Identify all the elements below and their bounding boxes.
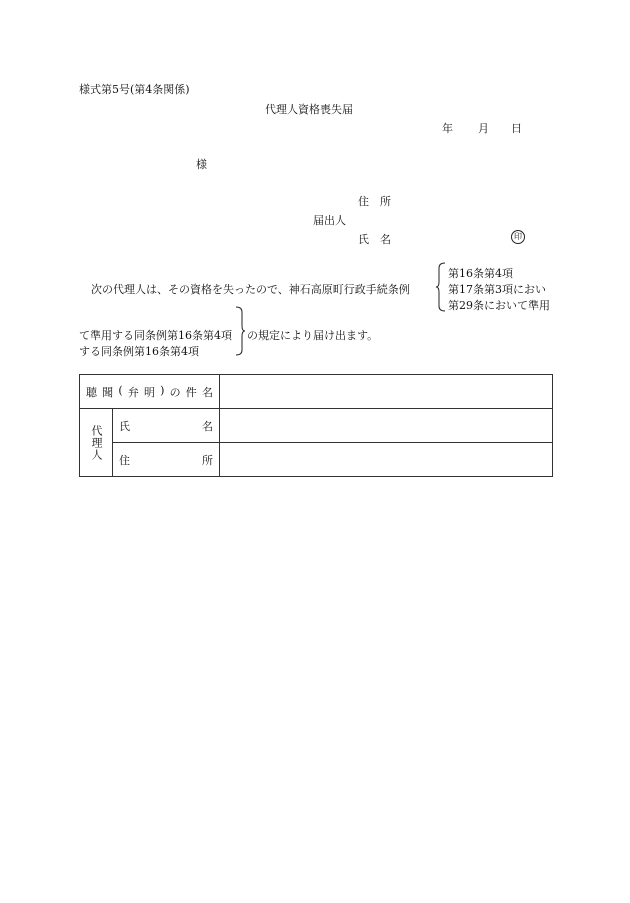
applicant-role-label: 届出人 — [313, 214, 346, 227]
option-article-29: 第29条において準用 — [448, 299, 550, 312]
agent-address-label — [113, 452, 219, 468]
agent-name-row — [80, 409, 553, 443]
agent-info-table — [79, 374, 553, 477]
agent-name-label-char: 名 — [202, 419, 213, 433]
option-article-16: 第16条第4項 — [448, 267, 513, 280]
agent-label-cell — [80, 409, 113, 477]
agent-address-label-char: 住 — [119, 453, 130, 467]
agent-name-label-char: 氏 — [119, 419, 130, 433]
hearing-label-char: ( — [118, 383, 123, 397]
option-continuation-1: て準用する同条例第16条第4項 — [79, 329, 232, 342]
hearing-label-char: ) — [160, 383, 165, 397]
addressee-honorific: 様 — [196, 158, 207, 171]
body-line-2-tail: の規定により届け出ます。 — [247, 329, 379, 342]
applicant-name-label: 氏 名 — [358, 233, 391, 246]
agent-name-label — [113, 418, 219, 434]
agent-address-row — [80, 443, 553, 477]
agent-address-label-cell — [113, 443, 220, 477]
hearing-label-char: 名 — [201, 385, 213, 399]
agent-address-field[interactable] — [220, 443, 553, 477]
right-brace-icon — [235, 306, 245, 356]
body-line-1: 次の代理人は、その資格を失ったので、神石高原町行政手続条例 — [91, 283, 410, 296]
date-day-label: 日 — [511, 122, 522, 135]
hearing-label-char: 明 — [143, 385, 155, 399]
applicant-address-label: 住 所 — [358, 195, 391, 208]
option-continuation-2: する同条例第16条第4項 — [79, 345, 199, 358]
agent-name-field[interactable] — [220, 409, 553, 443]
hearing-label-char: 弁 — [127, 385, 139, 399]
form-title: 代理人資格喪失届 — [265, 103, 353, 116]
hearing-label-cell — [80, 375, 220, 409]
agent-address-label-char: 所 — [202, 453, 213, 467]
agent-name-label-cell — [113, 409, 220, 443]
hearing-label — [80, 384, 219, 400]
hearing-label-char: 聞 — [102, 385, 114, 399]
hearing-value-field[interactable] — [220, 375, 553, 409]
agent-label: 代理人 — [90, 424, 103, 461]
date-year-label: 年 — [442, 122, 453, 135]
form-number: 様式第5号(第4条関係) — [79, 83, 190, 96]
hearing-row — [80, 375, 553, 409]
seal-mark: 印 — [511, 230, 525, 244]
hearing-label-char: の — [169, 385, 181, 399]
hearing-label-char: 聴 — [86, 385, 97, 399]
hearing-label-char: 件 — [185, 385, 197, 399]
left-brace-icon — [436, 262, 446, 312]
option-article-17: 第17条第3項におい — [448, 283, 546, 296]
date-month-label: 月 — [478, 122, 489, 135]
